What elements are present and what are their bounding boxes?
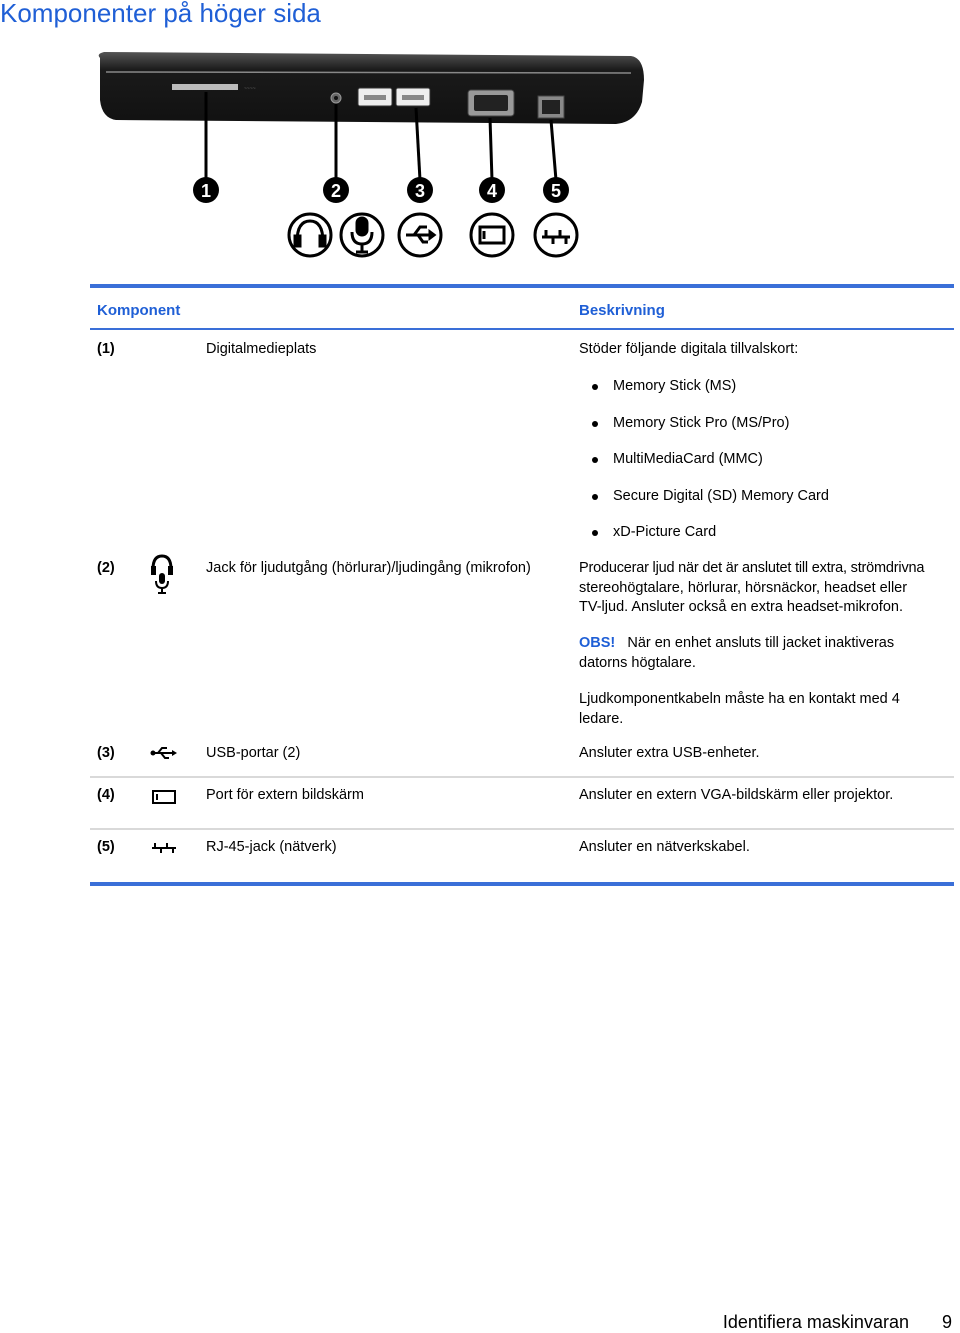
description-line: TV-ljud. Ansluter också en extra headset-mikrofon.	[579, 599, 903, 615]
component-name: Port för extern bildskärm	[206, 787, 364, 803]
component-table	[90, 284, 954, 886]
list-item: Memory Stick Pro (MS/Pro)	[613, 415, 790, 431]
list-item: Secure Digital (SD) Memory Card	[613, 488, 829, 504]
component-name: USB-portar (2)	[206, 745, 301, 761]
svg-text:~~~~: ~~~~	[244, 86, 256, 92]
table-header	[90, 288, 954, 328]
laptop-seam	[106, 72, 631, 73]
monitor-icon	[150, 788, 178, 806]
bullet	[592, 457, 598, 463]
table-row	[90, 778, 954, 828]
usb-symbol-icon	[399, 214, 441, 256]
description-line: Producerar ljud när det är anslutet till extra, strömdrivna	[579, 560, 925, 576]
note-label: OBS!	[579, 635, 616, 651]
component-name: Jack för ljudutgång (hörlurar)/ljudingång (mikrofon)	[206, 560, 531, 576]
network-symbol-icon	[535, 214, 577, 256]
svg-text:1: 1	[200, 181, 212, 201]
component-name: Digitalmedieplats	[206, 341, 317, 357]
table-row	[90, 738, 954, 776]
page-footer	[723, 1312, 952, 1333]
network-icon	[150, 840, 178, 856]
svg-text:3: 3	[414, 181, 426, 201]
callout-5	[543, 177, 569, 203]
table-row	[90, 330, 954, 550]
row-number: (1)	[97, 341, 115, 357]
description-line: ledare.	[579, 711, 624, 727]
description-line: stereohögtalare, hörlurar, hörsnäckor, headset eller	[579, 580, 908, 596]
callout-1	[193, 177, 219, 203]
component-description: Ansluter extra USB-enheter.	[579, 745, 760, 761]
footer-section: Identifiera maskinvaran	[722, 1312, 909, 1332]
description-line: Ljudkomponentkabeln måste ha en kontakt med 4	[579, 691, 900, 707]
callout-2	[323, 177, 349, 203]
usb-icon	[150, 746, 178, 760]
row-number: (4)	[97, 787, 115, 803]
headset-jack-icon	[150, 553, 174, 595]
header-description: Beskrivning	[579, 302, 665, 319]
page-title: Komponenter på höger sida	[0, 0, 321, 28]
list-item: MultiMediaCard (MMC)	[613, 451, 763, 467]
card-slot-port	[172, 84, 238, 90]
note-line: datorns högtalare.	[579, 655, 696, 671]
bullet	[592, 384, 598, 390]
row-number: (2)	[97, 560, 115, 576]
component-description: Stöder följande digitala tillvalskort:	[579, 341, 799, 357]
note-line: När en enhet ansluts till jacket inaktiveras	[627, 635, 895, 651]
row-number: (5)	[97, 839, 115, 855]
table-row	[90, 830, 954, 882]
component-description: Ansluter en extern VGA-bildskärm eller projektor.	[579, 787, 894, 803]
bullet	[592, 530, 598, 536]
microphone-icon	[341, 214, 383, 256]
laptop-side-illustration	[96, 40, 656, 280]
list-item: xD-Picture Card	[613, 524, 717, 540]
callout-3	[407, 177, 433, 203]
callout-4	[479, 177, 505, 203]
component-name: RJ-45-jack (nätverk)	[206, 839, 337, 855]
svg-text:5: 5	[550, 181, 562, 201]
bullet	[592, 494, 598, 500]
svg-text:2: 2	[330, 181, 342, 201]
table-row	[90, 550, 954, 738]
headphones-icon	[289, 214, 331, 256]
bullet	[592, 421, 598, 427]
monitor-symbol-icon	[471, 214, 513, 256]
row-number: (3)	[97, 745, 115, 761]
table-bottom-rule	[90, 882, 954, 886]
list-item: Memory Stick (MS)	[613, 378, 737, 394]
header-component: Komponent	[97, 302, 181, 319]
page-number: 9	[941, 1312, 952, 1332]
svg-text:4: 4	[486, 181, 498, 201]
component-description: Ansluter en nätverkskabel.	[579, 839, 750, 855]
